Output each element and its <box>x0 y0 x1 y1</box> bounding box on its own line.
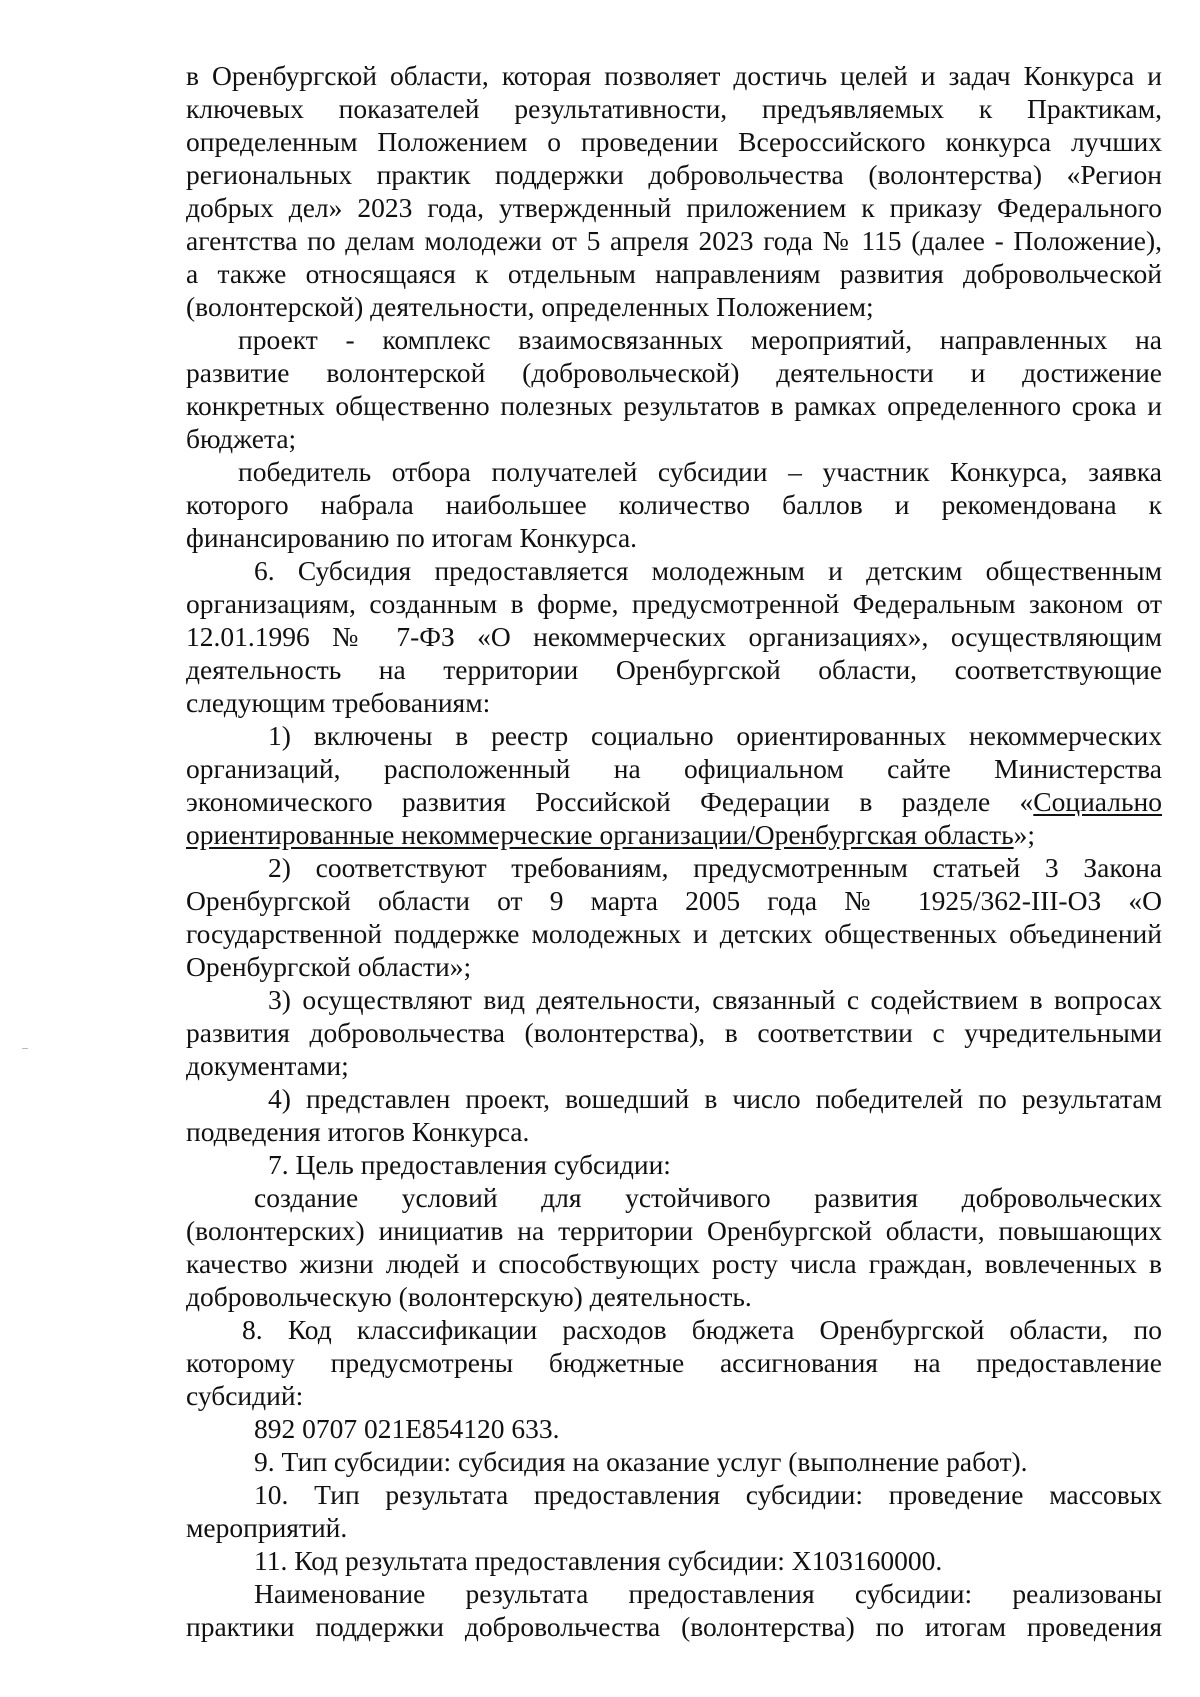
text-line: 7. Цель предоставления субсидии: <box>268 1149 671 1180</box>
text-line: следующим требованиям: <box>186 687 491 718</box>
text-line: добрых дел» 2023 года, утвержденный приложением к приказу Федерального <box>186 192 1162 223</box>
text-line: развития добровольчества (волонтерства), в соответствии с учредительными <box>186 1017 1162 1048</box>
text-line: региональных практик поддержки добровольчества (волонтерства) «Регион <box>186 159 1162 190</box>
text-line: 12.01.1996 № 7-ФЗ «О некоммерческих организациях», осуществляющим <box>186 621 1162 652</box>
text-line: государственной поддержке молодежных и детских общественных объединений <box>186 918 1162 949</box>
text-line: финансированию по итогам Конкурса. <box>186 522 638 553</box>
text-line: деятельность на территории Оренбургской области, соответствующие <box>186 654 1162 685</box>
text-line: 2) соответствуют требованиям, предусмотренным статьей 3 Закона <box>268 852 1162 883</box>
text-line: бюджета; <box>186 423 297 454</box>
underlined-link-text: ориентированные некоммерческие организации/Оренбургская область <box>186 819 1014 850</box>
text-line: мероприятий. <box>186 1512 348 1543</box>
text-line: качество жизни людей и способствующих росту числа граждан, вовлеченных в <box>186 1248 1162 1279</box>
text-line: создание условий для устойчивого развития добровольческих <box>254 1182 1162 1213</box>
scan-margin-mark <box>22 1048 28 1049</box>
text-line: организаций, расположенный на официальном сайте Министерства <box>186 753 1162 784</box>
text-line: 9. Тип субсидии: субсидия на оказание услуг (выполнение работ). <box>254 1446 1028 1477</box>
text-line: которого набрала наибольшее количество баллов и рекомендована к <box>186 489 1162 520</box>
text-line: агентства по делам молодежи от 5 апреля 2023 года № 115 (далее - Положение), <box>186 225 1162 256</box>
text-line: субсидий: <box>186 1380 304 1411</box>
text-line: 3) осуществляют вид деятельности, связанный с содействием в вопросах <box>268 984 1162 1015</box>
text-line: 4) представлен проект, вошедший в число победителей по результатам <box>268 1083 1162 1114</box>
text-line: организациям, созданным в форме, предусмотренной Федеральным законом от <box>186 588 1162 619</box>
text-line: Оренбургской области»; <box>186 951 472 982</box>
text-line: 1) включены в реестр социально ориентированных некоммерческих <box>268 720 1162 751</box>
underlined-link-text: Социально <box>1033 786 1162 817</box>
text-line: ориентированные некоммерческие организации/Оренбургская область»; <box>186 819 1036 850</box>
text-line: ключевых показателей результативности, предъявляемых к Практикам, <box>186 93 1162 124</box>
text-line: (волонтерских) инициатив на территории Оренбургской области, повышающих <box>186 1215 1162 1246</box>
text-line: победитель отбора получателей субсидии – участник Конкурса, заявка <box>238 456 1162 487</box>
text-line: проект - комплекс взаимосвязанных мероприятий, направленных на <box>238 324 1162 355</box>
text-line: экономического развития Российской Федерации в разделе «Социально <box>186 786 1162 817</box>
text-line: документами; <box>186 1050 349 1081</box>
text-line: Наименование результата предоставления субсидии: реализованы <box>254 1578 1162 1609</box>
text-line: подведения итогов Конкурса. <box>186 1116 530 1147</box>
text-line: (волонтерской) деятельности, определенных Положением; <box>186 291 874 322</box>
text-line: практики поддержки добровольчества (волонтерства) по итогам проведения <box>186 1611 1162 1642</box>
text-line: Оренбургской области от 9 марта 2005 года № 1925/362-III-ОЗ «О <box>186 885 1162 916</box>
text-line: 6. Субсидия предоставляется молодежным и детским общественным <box>254 555 1162 586</box>
text-line: добровольческую (волонтерскую) деятельность. <box>186 1281 752 1312</box>
text-line: а также относящаяся к отдельным направлениям развития добровольческой <box>186 258 1162 289</box>
text-line: развитие волонтерской (добровольческой) деятельности и достижение <box>186 357 1162 388</box>
text-line: 892 0707 021Е854120 633. <box>254 1413 560 1444</box>
text-line: конкретных общественно полезных результатов в рамках определенного срока и <box>186 390 1162 421</box>
text-line: 10. Тип результата предоставления субсидии: проведение массовых <box>254 1479 1162 1510</box>
text-line: 8. Код классификации расходов бюджета Оренбургской области, по <box>242 1314 1162 1345</box>
text-line: которому предусмотрены бюджетные ассигнования на предоставление <box>186 1347 1162 1378</box>
text-line: 11. Код результата предоставления субсидии: Х103160000. <box>254 1545 943 1576</box>
text-line: определенным Положением о проведении Всероссийского конкурса лучших <box>186 126 1162 157</box>
text-line: в Оренбургской области, которая позволяет достичь целей и задач Конкурса и <box>186 60 1162 91</box>
